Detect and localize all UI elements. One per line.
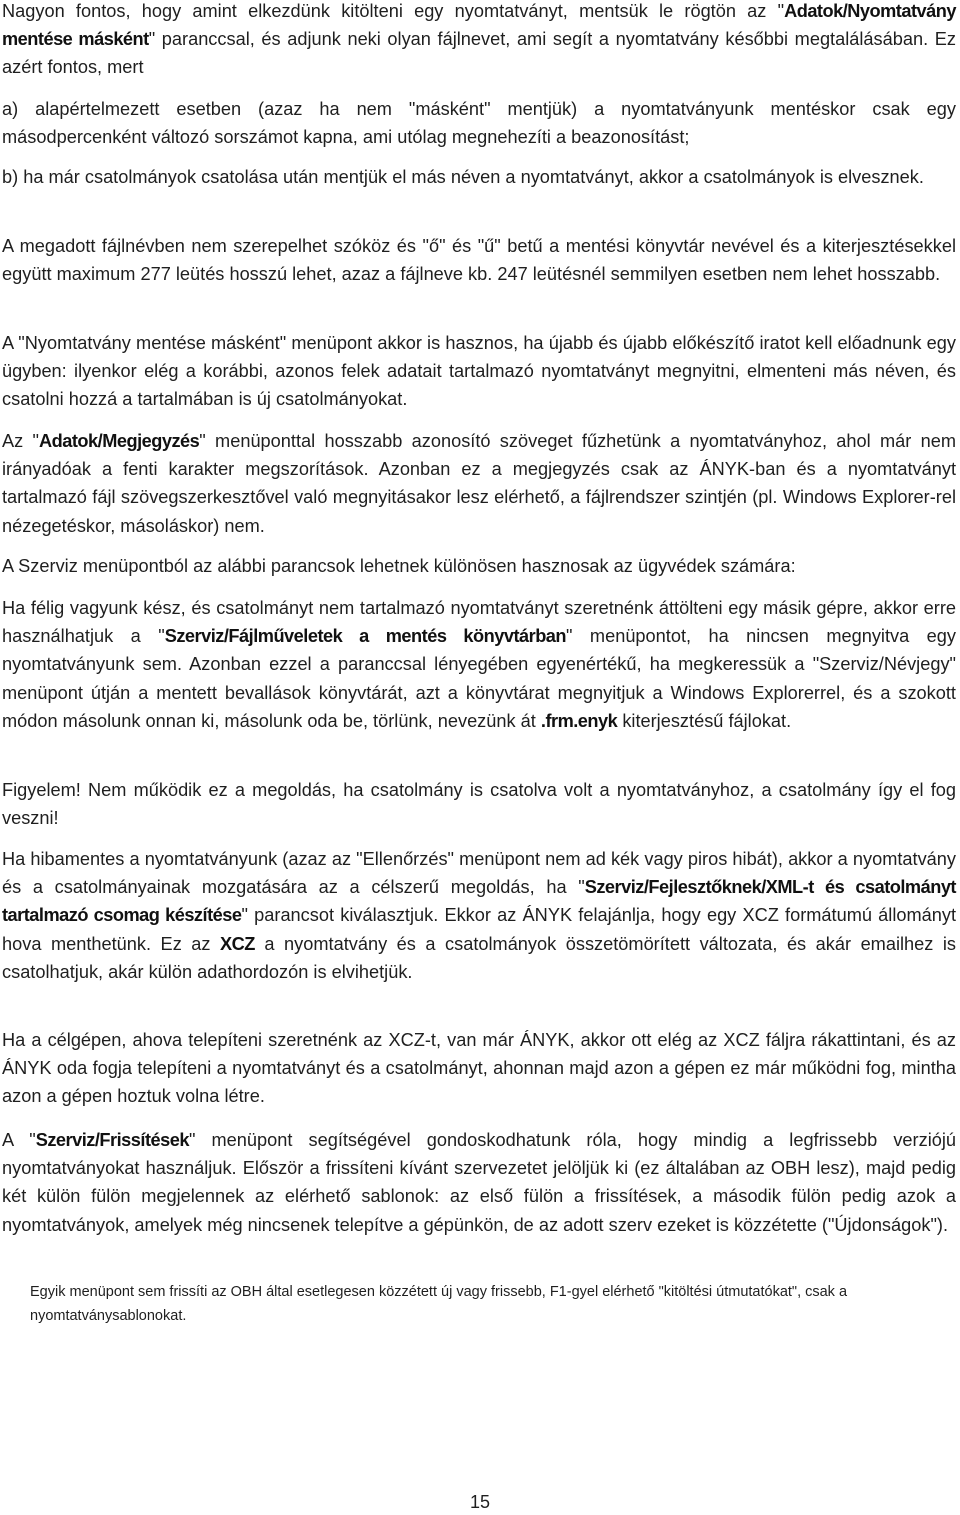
xcz-term: XCZ	[220, 933, 255, 954]
page-number: 15	[469, 1492, 491, 1512]
paragraph-reason-a: a) alapértelmezett esetben (azaz ha nem "másként" mentjük) a nyomtatványunk mentéskor csak egy másodpercenként változó sorszámot kapna, ami utólag megnehezíti a beazonosítást;	[2, 99, 956, 148]
menu-reference-file-operations: Szerviz/Fájlműveletek a mentés könyvtárban	[164, 626, 567, 647]
menu-reference-save-as: Adatok/Nyomtatvány mentése másként	[2, 1, 956, 50]
paragraph-xcz-install: Ha a célgépen, ahova telepíteni szeretnénk az XCZ-t, van már ÁNYK, akkor ott elég az XCZ fáljra rákattintani, és az ÁNYK oda fogja telepíteni a nyomtatványt és a csatolmányt, ahonnan majd azon a gépen ez már működni fog, mintha azon a gépen hoztuk volna létre.	[2, 1030, 956, 1107]
text: " menüpont segítségével gondoskodhatunk róla, hogy mindig a legfrissebb verziójú nyomtatványokat használjuk. Először a frissíteni kívánt szervezetet jelöljük ki (ez általában az OBH lesz), majd pedig két külön fülön megjelennek az elérhető sablonok: az első fülön a frissítések, a második fülön pedig azok a nyomtatványok, amelyek még nincsenek telepítve a gépünkön, de az adott szerv ezeket is közzétette ("Újdonságok").	[2, 1130, 957, 1235]
paragraph-file-operations	[2, 594, 956, 735]
file-extension: .frm.enyk	[540, 710, 618, 731]
text: Ha félig vagyunk kész, és csatolmányt nem tartalmazó nyomtatványt szeretnénk áttölteni egy másik gépre, akkor erre használhatjuk a "	[2, 598, 956, 647]
paragraph-updates	[2, 1126, 956, 1239]
text: a nyomtatvány és a csatolmányok összetömörített változata, és akár emailhez is csatolhatjuk, akár külön adathordozón is elvihetjük.	[2, 933, 956, 982]
paragraph-save-as	[2, 0, 956, 82]
paragraph-filename-limits: A megadott fájlnévben nem szerepelhet szóköz és "ő" és "ű" betű a mentési könyvtár nevével és a kiterjesztésekkel együtt maximum 277 leütés hosszú lehet, azaz a fájlneve kb. 247 leütésnél semmilyen esetben nem lehet hosszabb.	[2, 236, 956, 285]
footnote: Egyik menüpont sem frissíti az OBH által esetlegesen közzétett új vagy frissebb, F1-gyel elérhető "kitöltési útmutatókat", csak a nyomtatványsablonokat.	[30, 1284, 848, 1324]
paragraph-reason-b: b) ha már csatolmányok csatolása után mentjük el más néven a nyomtatványt, akkor a csatolmányok is elvesznek.	[2, 167, 924, 187]
paragraph-warning: Figyelem! Nem működik ez a megoldás, ha csatolmány is csatolva volt a nyomtatványhoz, a csatolmány így el fog veszni!	[2, 780, 956, 829]
text: " menüpontot, ha nincsen megnyitva egy nyomtatványunk sem. Azonban ezzel a paranccsal lényegében egyenértékű, ha megkeressük a "Szerviz/Névjegy" menüpont útján a mentett bevallások könyvtárát, azt a könyvtárat megnyitjuk a Windows Explorerrel, és a szokott módon másolunk onnan ki, másolunk oda be, törlünk, nevezünk át	[2, 626, 956, 731]
text: " parancsot kiválasztjuk. Ekkor az ÁNYK felajánlja, hogy egy XCZ formátumú állományt hova menthetünk. Ez az	[2, 905, 956, 954]
menu-reference-updates: Szerviz/Frissítések	[35, 1130, 189, 1150]
text: " menüponttal hosszabb azonosító szöveget fűzhetünk a nyomtatványhoz, ahol már nem irányadóak a fenti karakter megszorítások. Azonban ez a megjegyzés csak az ÁNYK-ban és a nyomtatványt tartalmazó fájl szövegszerkesztővel való megnyitásakor lesz elérhető, a fájlrendszer szintjén (pl. Windows Explorer-rel nézegetéskor, másoláskor) nem.	[2, 431, 957, 536]
paragraph-xcz-package	[2, 845, 956, 986]
paragraph-service-menu-intro: A Szerviz menüpontból az alábbi parancsok lehetnek különösen hasznosak az ügyvédek számára:	[2, 556, 796, 576]
menu-reference-notes: Adatok/Megjegyzés	[39, 431, 200, 451]
paragraph-save-as-usefulness: A "Nyomtatvány mentése másként" menüpont akkor is hasznos, ha újabb és újabb előkészítő iratot kell előadnunk egy ügyben: ilyenkor elég a korábbi, azonos felek adatait tartalmazó nyomtatványt megnyitni, elmenteni más néven, és csatolni hozzá a tartalmában is új csatolmányokat.	[2, 333, 956, 410]
paragraph-notes	[2, 427, 956, 540]
text: Nagyon fontos, hogy amint elkezdünk kitölteni egy nyomtatványt, mentsük le rögtön az "	[2, 1, 785, 21]
text: A "	[2, 1130, 36, 1150]
menu-reference-xml-package: Szerviz/Fejlesztőknek/XML-t és csatolmányt tartalmazó csomag készítése	[2, 877, 956, 926]
text: Az "	[2, 431, 39, 451]
text: Ha hibamentes a nyomtatványunk (azaz az "Ellenőrzés" menüpont nem ad kék vagy piros hibát), akkor a nyomtatvány és a csatolmányainak mozgatására az a célszerű megoldás, ha "	[2, 849, 956, 898]
text: kiterjesztésű fájlokat.	[617, 710, 792, 731]
text: " paranccsal, és adjunk neki olyan fájlnevet, ami segít a nyomtatvány későbbi megtalálásában. Ez azért fontos, mert	[2, 29, 956, 78]
